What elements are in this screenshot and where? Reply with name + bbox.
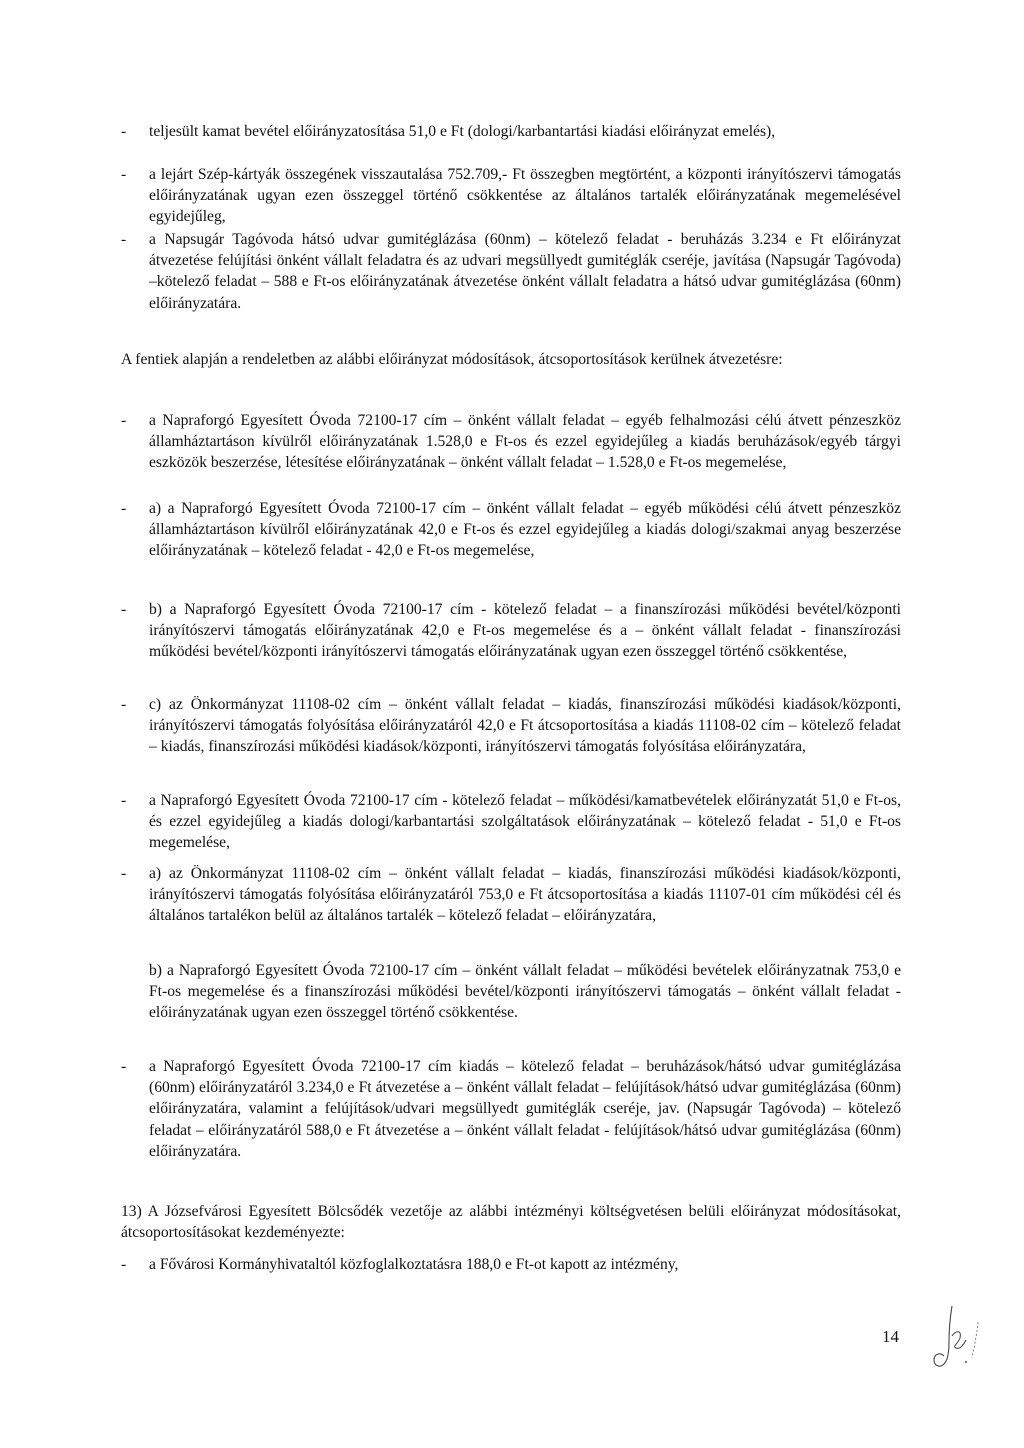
- list-dash: -: [121, 500, 127, 517]
- list-dash: -: [121, 123, 127, 140]
- page-number: 14: [882, 1327, 899, 1346]
- list-item-a-mukodesi: a) a Napraforgó Egyesített Óvoda 72100-17 cím – önként vállalt feladat – egyéb működési célú átvett pénzeszköz államháztartáson kívülről előirányzatának 42,0 e Ft-os és ezzel egyidejűleg a kiadás dologi/szakmai anyag beszerzése előirányzatának – kötelező feladat - 42,0 e Ft-os megemelése,: [149, 500, 901, 560]
- list-dash: -: [121, 166, 127, 183]
- list-item-c-onkormanyzat: c) az Önkormányzat 11108-02 cím – önként vállalt feladat – kiadás, finanszírozási működési kiadások/központi, irányítószervi támogatás folyósítása előirányzatáról 42,0 e Ft átcsoportosítása a kiadás 11108-02 cím – kötelező feladat – kiadás, finanszírozási működési kiadások/központi, irányítószervi támogatás folyósítása előirányzatára,: [149, 696, 901, 756]
- list-item-kamat: teljesült kamat bevétel előirányzatosítása 51,0 e Ft (dologi/karbantartási kiadási előirányzat emelés),: [149, 123, 776, 140]
- list-item-a-onkormanyzat-753: a) az Önkormányzat 11108-02 cím – önként vállalt feladat – kiadás, finanszírozási működési kiadások/központi, irányítószervi támogatás folyósítása előirányzatáról 753,0 e Ft átcsoportosítása a kiadás 11107-01 cím működési cél és általános tartalékon belül az általános tartalék – kötelező feladat – előirányzatára,: [149, 865, 901, 925]
- intro-paragraph: A fentiek alapján a rendeletben az alábbi előirányzat módosítások, átcsoportosítások kerülnek átvezetésre:: [121, 351, 783, 368]
- list-dash: -: [121, 696, 127, 713]
- section-13-paragraph: 13) A Józsefvárosi Egyesített Bölcsődék vezetője az alábbi intézményi költségvetésen belüli előirányzat módosításokat, átcsoportosításokat kezdeményezte:: [121, 1203, 901, 1242]
- list-item-gumiteglazas: a Napraforgó Egyesített Óvoda 72100-17 cím kiadás – kötelező feladat – beruházások/hátsó udvar gumitéglázása (60nm) előirányzatáról 3.234,0 e Ft átvezetése a – önként vállalt feladat – felújítások/hátsó udvar gumitéglázása (60nm) előirányzatára, valamint a felújítások/udvari megsüllyedt gumitéglák cseréje, jav. (Napsugár Tagóvoda) – kötelező feladat – előirányzatáról 588,0 e Ft átvezetése a – önként vállalt feladat - felújítások/hátsó udvar gumitéglázása (60nm) előirányzatára.: [149, 1058, 901, 1160]
- list-dash: -: [121, 1256, 127, 1273]
- list-item-fovarosi: a Fővárosi Kormányhivataltól közfoglalkoztatásra 188,0 e Ft-ot kapott az intézmény,: [149, 1256, 679, 1273]
- list-dash: -: [121, 865, 127, 882]
- list-item-b-finanszirozasi: b) a Napraforgó Egyesített Óvoda 72100-17 cím - kötelező feladat – a finanszírozási működési bevétel/központi irányítószervi támogatás előirányzatának 42,0 e Ft-os megemelése és a – önként vállalt feladat - finanszírozási működési bevétel/központi irányítószervi támogatás előirányzatának ugyan ezen összeggel történő csökkentése,: [149, 601, 901, 661]
- list-item-felhalmozasi: a Napraforgó Egyesített Óvoda 72100-17 cím – önként vállalt feladat – egyéb felhalmozási célú átvett pénzeszköz államháztartáson kívülről előirányzatának 1.528,0 e Ft-os és ezzel egyidejűleg a kiadás beruházások/egyéb tárgyi eszközök beszerzése, létesítése előirányzatának – önként vállalt feladat – 1.528,0 e Ft-os megemelése,: [149, 412, 901, 472]
- handwritten-initials-signature: [922, 1300, 992, 1380]
- list-item-b-mukodesi-bevetelek: b) a Napraforgó Egyesített Óvoda 72100-17 cím – önként vállalt feladat – működési bevételek előirányzatnak 753,0 e Ft-os megemelése és a finanszírozási működési bevétel/központi irányítószervi támogatás – önként vállalt feladat - előirányzatának ugyan ezen összeggel történő csökkentése.: [149, 962, 901, 1022]
- list-dash: -: [121, 1058, 127, 1075]
- list-dash: -: [121, 412, 127, 429]
- list-item-napsugar: a Napsugár Tagóvoda hátsó udvar gumitéglázása (60nm) – kötelező feladat - beruházás 3.234 e Ft előirányzat átvezetése felújítási önként vállalt feladatra és az udvari megsüllyedt gumitéglák cseréje, javítása (Napsugár Tagóvoda) –kötelező feladat – 588 e Ft-os előirányzatának átvezetése önként vállalt feladatra a hátsó udvar gumitéglázása (60nm) előirányzatára.: [149, 231, 901, 312]
- list-dash: -: [121, 792, 127, 809]
- list-item-szep-kartya: a lejárt Szép-kártyák összegének visszautalása 752.709,- Ft összegben megtörtént, a központi irányítószervi támogatás előirányzatának ugyan ezen összeggel történő csökkentése az általános tartalék előirányzatának megemelésével egyidejűleg,: [149, 166, 901, 226]
- list-dash: -: [121, 601, 127, 618]
- list-dash: -: [121, 231, 127, 248]
- list-item-kamatbevetelek: a Napraforgó Egyesített Óvoda 72100-17 cím - kötelező feladat – működési/kamatbevételek előirányzatát 51,0 e Ft-os, és ezzel egyidejűleg a kiadás dologi/karbantartási szolgáltatások előirányzatának – kötelező feladat - 51,0 e Ft-os megemelése,: [149, 792, 901, 852]
